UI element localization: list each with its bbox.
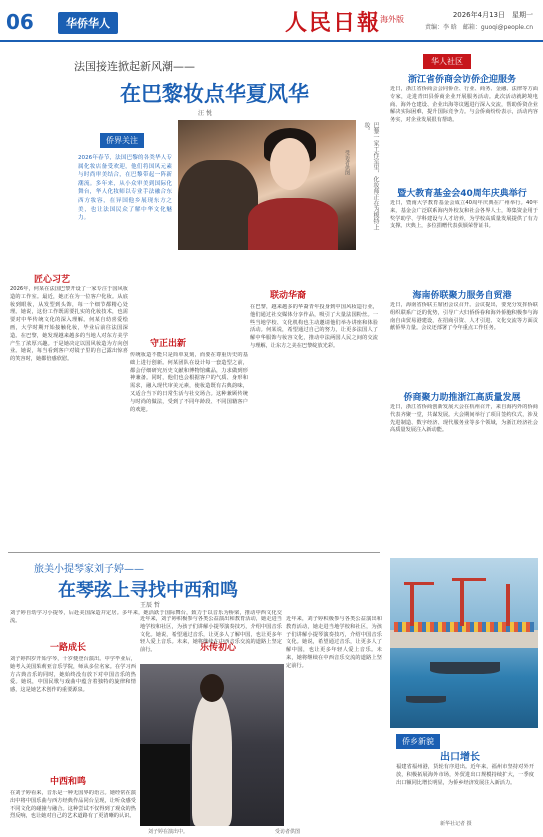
feature2-headline[interactable]: 在琴弦上寻找中西和鸣 [58, 580, 238, 601]
violinist-photo[interactable] [140, 664, 284, 826]
model-costume [248, 198, 338, 250]
crane-arm-2 [452, 578, 486, 581]
feature1-photo-credit: 受访者供图 [344, 150, 350, 175]
feature2-column-3-lead: 近年来，刘子婷积极参与各类公益演出和教育活动，她走进当地学校和社区，为孩子们讲解小提琴演奏技巧，介绍中国音乐文化。她说，希望通过音乐，让更多人了解中国，也让更多年轻人爱上音乐。未来，她将继续在中西音乐交流的道路上坚定前行。 [140, 616, 282, 654]
model-face [270, 138, 310, 190]
feature2-column-2: 在刘子婷看来，音乐是一种无国界的语言。她经常在演出中将中国乐曲与西方经典作品同台呈现，让听众感受不同文化的碰撞与融合。这种尝试不仅得到了观众的热烈反响，也让她对自己的艺术道路有了更清晰的认识。 [10, 790, 136, 820]
port-tag: 侨乡新貌 [396, 734, 440, 749]
feature2-column-1: 刘子婷四岁开始学琴，十岁便登台演出。中学毕业后，她考入美国茱莉亚音乐学院，师从多位名家。在学习西方古典音乐的同时，她始终没有放下对中国音乐的热爱。她说，中国民歌与戏曲中蕴含着独特的旋律和情感，这是她艺术创作的重要源泉。 [10, 656, 136, 694]
small-ship [406, 696, 446, 703]
feature1-column-2a [130, 262, 248, 330]
feature2-subhead-1: 一路成长 [50, 643, 87, 653]
section-divider [8, 552, 380, 553]
crane-2 [460, 578, 464, 626]
feature1-subhead-1: 匠心习艺 [34, 275, 71, 285]
feature2-intro: 刘子婷自幼学习小提琴，后赴美国深造并定居。多年来，她活跃于国际舞台，致力于以音乐为桥梁，推动中西文化交流。 [10, 610, 282, 624]
pier [390, 630, 538, 648]
masthead [0, 0, 543, 48]
feature1-byline: 汪 悦 [198, 110, 212, 117]
feature1-lede [78, 128, 172, 268]
feature2-kicker: 旅美小提琴家刘子婷—— [34, 564, 144, 575]
feature1-photo-caption: 巴黎一家工作室里，化妆师正在为模特上妆。 [363, 122, 379, 230]
makeup-photo[interactable] [178, 120, 356, 250]
right-headline-4[interactable]: 侨商聚力助推浙江高质量发展 [403, 393, 521, 403]
right-headline-2[interactable]: 暨大教育基金会40周年庆典举行 [397, 189, 527, 199]
section-tag: 华侨华人 [58, 12, 118, 34]
feature1-subhead-3: 联动华裔 [270, 291, 307, 301]
right-column-tag: 华人社区 [423, 54, 471, 69]
right-text-2: 近日，暨南大学教育基金会成立40周年庆典在广州举行。40年来，基金会广泛联系海内外校友和社会各界人士，筹集资金用于奖学助学、学科建设与人才培养，为学校高质量发展提供了有力支撑。庆典上，多位捐赠代表获颁荣誉证书。 [390, 200, 538, 230]
violinist-figure [192, 694, 232, 826]
port-text: 福建省福州港，货轮有序进出。近年来，福州市坚持对外开放，积极拓展海外市场，外贸进出口规模持续扩大，一季度出口额同比增长明显，为侨乡经济发展注入新活力。 [396, 764, 534, 786]
piano-figure [140, 744, 190, 826]
crane-1 [410, 582, 414, 626]
masthead-rule [0, 40, 543, 42]
feature1-column-3: 在巴黎，越来越多的华裔青年投身到中国风妆造行业，他们通过社交媒体分享作品，吸引了大量法国粉丝。一些当地学校、文化机构也主动邀请他们举办讲座和体验活动。何某说，希望通过自己的努力，让更多法国人了解中华服饰与妆容文化，推动中法两国人民之间的交流与理解，让东方之美在巴黎绽放光彩。 [250, 304, 378, 349]
makeup-artist-figure [178, 160, 258, 250]
feature1-headline[interactable]: 在巴黎妆点华夏风华 [120, 81, 309, 106]
feature1-kicker: 法国接连掀起新风潮—— [74, 60, 195, 73]
violinist-head [200, 674, 224, 702]
crane-arm-1 [404, 582, 434, 585]
feature2-subhead-3: 乐传初心 [200, 643, 237, 653]
port-photo[interactable] [390, 558, 538, 728]
cargo-ship [430, 662, 500, 674]
lede-text: 2026年春节，法国巴黎的各类华人专属化妆店备受欢迎，他们将国风元素与时尚审美结合，在巴黎带起一阵新潮流。多年来，从小众审美到国际化舞台，华人化妆师以专业手法融合东西方妆容，在异国他乡展现东方之美，也让法国民众了解中华文化魅力。 [78, 155, 172, 222]
feature2-photo-caption: 刘子婷在演出中。 [148, 829, 189, 835]
newspaper-logo: 人民日報 [285, 10, 382, 36]
containers [394, 622, 534, 632]
port-credit: 新华社记者 摄 [440, 821, 472, 827]
right-headline-3[interactable]: 海南侨联聚力服务自贸港 [412, 291, 512, 301]
lede-tag: 侨界关注 [100, 133, 144, 148]
port-title[interactable]: 出口增长 [440, 752, 480, 763]
editor-line: 责编：李 晗 邮箱：guoqi@people.cn [424, 24, 533, 31]
feature1-column-2: 传统妆造不能只是简单复刻，而要在尊重历史的基础上进行创新。何某团队在设计每一套造型之前，都会仔细研究历史文献和博物馆藏品，力求做到形神兼备。同时，他们也会根据客户的气质、身形和需求，融入现代审美元素，使妆造既有古典韵味，又适合当下的日常生活与社交场合。这种兼顾传统与时尚的做法，受到了不同年龄段、不同国籍客户的欢迎。 [130, 352, 248, 413]
feature2-byline: 王辰 哲 [140, 602, 160, 609]
right-text-4: 近日，浙江省侨商创新发展大会在杭州召开，来自海内外的侨商代表齐聚一堂，共谋发展。大会期间举行了项目签约仪式，涉及先进制造、数字经济、现代服务业等多个领域，为浙江经济社会高质量发展注入新动能。 [390, 404, 538, 434]
right-text-3: 近日，海南省侨联主席团会议召开。会议提出，要充分发挥侨联组织联系广泛的优势，引导广大归侨侨眷和海外侨胞积极参与海南自由贸易港建设，在招商引资、人才引进、文化交流等方面贡献侨界力量。会议还部署了今年重点工作任务。 [390, 302, 538, 332]
feature1-column-1: 2026年，何某在法国巴黎开设了一家专注于国风妆造的工作室。最近，她正在为一位客户化妆。从底妆到眼妆，从发型到头饰，每一个细节都精心处理。她说，这份工作既需要扎实的化妆技术，也需要对中华传统文化的深入理解。何某自幼喜爱绘画，大学时期开始接触化妆，毕业后前往法国深造。在巴黎，她发现越来越多的当地人对东方美学产生了浓厚兴趣。于是她决定以国风妆造为方向创业。她说，每当看到客户对镜子里的自己露出惊喜的笑容时，她都倍感欣慰。 [10, 286, 128, 363]
feature2-subhead-2: 中西和鸣 [50, 777, 87, 787]
issue-date: 2026年4月13日 星期一 [452, 11, 533, 19]
right-headline-1[interactable]: 浙江省侨商会访侨企迎服务 [407, 75, 516, 85]
feature1-subhead-2: 守正出新 [150, 339, 187, 349]
crane-3 [506, 584, 510, 626]
feature2-column-3: 近年来，刘子婷积极参与各类公益演出和教育活动，她走进当地学校和社区，为孩子们讲解小提琴演奏技巧，介绍中国音乐文化。她说，希望通过音乐，让更多人了解中国，也让更多年轻人爱上音乐。未来，她将继续在中西音乐交流的道路上坚定前行。 [286, 616, 382, 669]
right-text-1: 近日，浙江省侨商会会同侨企、行业、商务、金融、法律等方面专家，走进青田县侨商企业开展服务活动。此次活动就跨境电商、海外仓建设、企业出海等议题进行深入交流，帮助侨资企业解决实际困难，提升国际竞争力。与会侨商纷纷表示，活动内容务实，对企业发展很有帮助。 [390, 86, 538, 124]
page-number: 06 [6, 10, 34, 34]
logo-subtitle: 海外版 [380, 15, 404, 24]
feature2-photo-credit: 受访者供图 [275, 829, 301, 835]
